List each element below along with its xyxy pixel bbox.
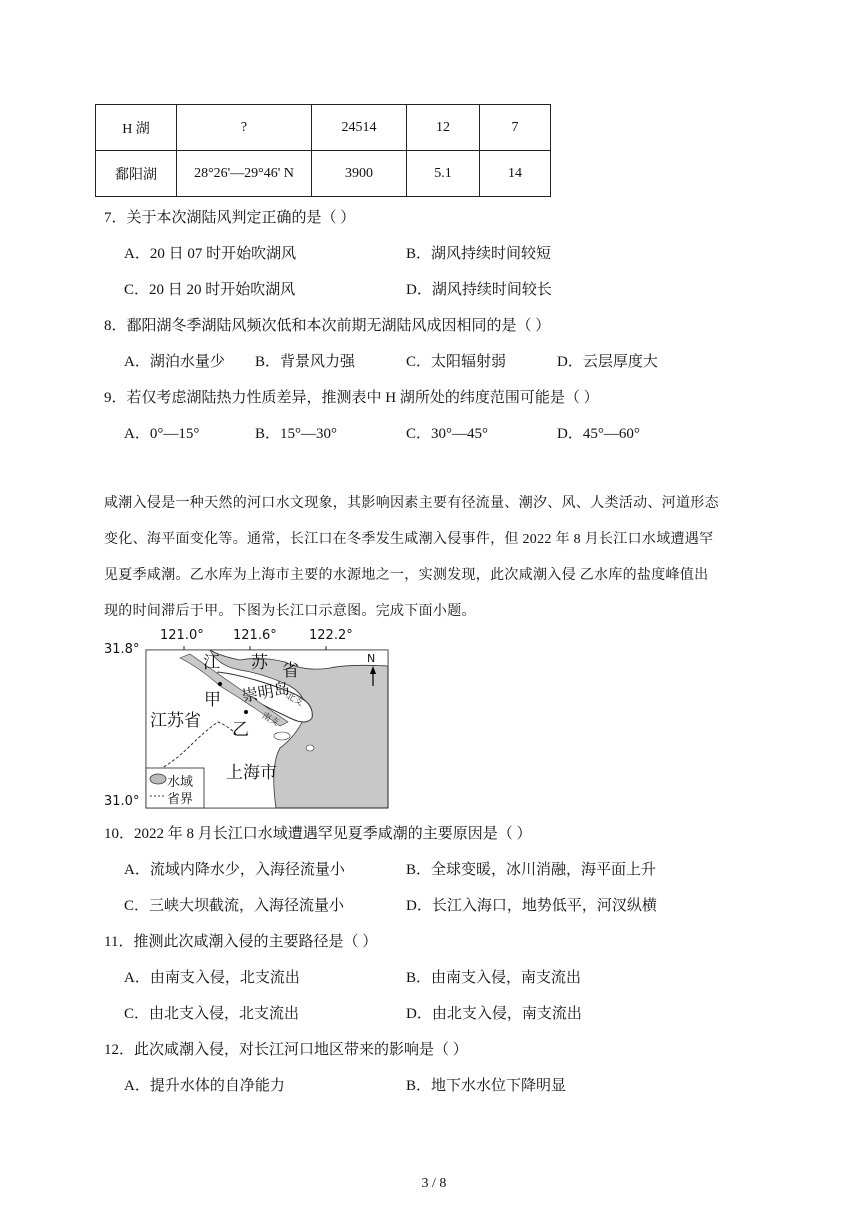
question-11-option-d[interactable]: D．由北支入侵，南支流出	[406, 1006, 582, 1022]
question-9-option-b[interactable]: B．15°—30°	[255, 426, 338, 442]
question-10-option-d[interactable]: D．长江入海口，地势低平，河汊纵横	[406, 898, 657, 914]
map-label-sheng: 省	[282, 661, 299, 681]
question-12-stem: 12．此次咸潮入侵，对长江河口地区带来的影响是（ ）	[104, 1042, 468, 1058]
question-8-option-c[interactable]: C．太阳辐射弱	[406, 354, 507, 370]
lake-data-table	[95, 104, 551, 197]
question-10-option-b[interactable]: B．全球变暖，冰川消融，海平面上升	[406, 862, 657, 878]
question-8-option-b[interactable]: B．背景风力强	[255, 354, 356, 370]
table-cell: 鄱阳湖	[96, 151, 177, 197]
table-cell: ?	[177, 105, 312, 151]
map-label-north: N	[367, 652, 376, 665]
table-cell: 7	[480, 105, 551, 151]
map-lat-label: 31.8°	[104, 642, 140, 657]
question-11-option-b[interactable]: B．由南支入侵，南支流出	[406, 970, 582, 986]
reading-passage	[104, 486, 784, 630]
map-label-jiangsu: 江苏省	[150, 711, 201, 731]
map-label-yi: 乙	[232, 720, 249, 740]
question-12-option-a[interactable]: A．提升水体的自净能力	[124, 1078, 285, 1094]
question-8-option-d[interactable]: D．云层厚度大	[557, 354, 658, 370]
table-row	[96, 151, 551, 197]
question-7-stem: 7．关于本次湖陆风判定正确的是（ ）	[104, 210, 356, 226]
map-label-shanghai: 上海市	[226, 763, 277, 783]
question-8-stem: 8．鄱阳湖冬季湖陆风频次低和本次前期无湖陆风成因相同的是（ ）	[104, 318, 551, 334]
map-lat-label: 31.0°	[104, 794, 140, 809]
legend-border-label: 省界	[167, 792, 194, 807]
legend-water-label: 水域	[167, 775, 194, 790]
map-label-chongming: 崇明岛	[240, 678, 292, 706]
question-9-option-d[interactable]: D．45°—60°	[557, 426, 640, 442]
table-cell: 24514	[312, 105, 407, 151]
map-label-su: 苏	[251, 653, 268, 673]
yangtze-estuary-map	[100, 626, 400, 816]
question-7-option-d[interactable]: D．湖风持续时间较长	[406, 282, 552, 298]
question-8-option-a[interactable]: A．湖泊水量少	[124, 354, 225, 370]
question-10-option-a[interactable]: A．流域内降水少，入海径流量小	[124, 862, 345, 878]
table-cell: H 湖	[96, 105, 177, 151]
question-10-stem: 10．2022 年 8 月长江口水域遭遇罕见夏季咸潮的主要原因是（ ）	[104, 826, 532, 842]
question-12-option-b[interactable]: B．地下水水位下降明显	[406, 1078, 567, 1094]
question-11-stem: 11．推测此次咸潮入侵的主要路径是（ ）	[104, 934, 378, 950]
map-lon-label: 122.2°	[309, 628, 353, 643]
question-9-option-a[interactable]: A．0°—15°	[124, 426, 200, 442]
table-cell: 12	[407, 105, 480, 151]
point-yi	[244, 710, 248, 714]
passage-line: 变化、海平面变化等。通常，长江口在冬季发生咸潮入侵事件，但 2022 年 8 月长江口水域遭遇罕	[104, 532, 714, 547]
map-lon-label: 121.0°	[160, 628, 204, 643]
map-lon-label: 121.6°	[233, 628, 277, 643]
question-7-option-c[interactable]: C．20 日 20 时开始吹湖风	[124, 282, 296, 298]
small-island	[274, 732, 290, 740]
map-label-jiang: 江	[203, 653, 220, 673]
table-cell: 3900	[312, 151, 407, 197]
question-10-option-c[interactable]: C．三峡大坝截流，入海径流量小	[124, 898, 345, 914]
map-label-jia: 甲	[204, 690, 221, 710]
table-cell: 14	[480, 151, 551, 197]
question-7-option-b[interactable]: B．湖风持续时间较短	[406, 246, 552, 262]
page-number: 3 / 8	[421, 1176, 447, 1191]
small-island	[306, 745, 314, 751]
passage-line: 现的时间滞后于甲。下图为长江口示意图。完成下面小题。	[104, 604, 476, 619]
map-label-channel-south: 南支	[260, 711, 281, 729]
table-row	[96, 105, 551, 151]
table-cell: 28°26'—29°46' N	[177, 151, 312, 197]
question-7-option-a[interactable]: A．20 日 07 时开始吹湖风	[124, 246, 297, 262]
question-9-stem: 9．若仅考虑湖陆热力性质差异，推测表中 H 湖所处的纬度范围可能是（ ）	[104, 390, 599, 406]
legend-water-swatch	[150, 774, 166, 784]
question-11-option-a[interactable]: A．由南支入侵，北支流出	[124, 970, 300, 986]
map-label-channel-north: 北支	[284, 691, 305, 709]
passage-line: 见夏季咸潮。乙水库为上海市主要的水源地之一，实测发现，此次咸潮入侵 乙水库的盐度峰值出	[104, 568, 709, 583]
question-9-option-c[interactable]: C．30°—45°	[406, 426, 489, 442]
passage-line: 咸潮入侵是一种天然的河口水文现象，其影响因素主要有径流量、潮汐、风、人类活动、河道形态	[104, 496, 719, 511]
table-cell: 5.1	[407, 151, 480, 197]
question-11-option-c[interactable]: C．由北支入侵，北支流出	[124, 1006, 300, 1022]
